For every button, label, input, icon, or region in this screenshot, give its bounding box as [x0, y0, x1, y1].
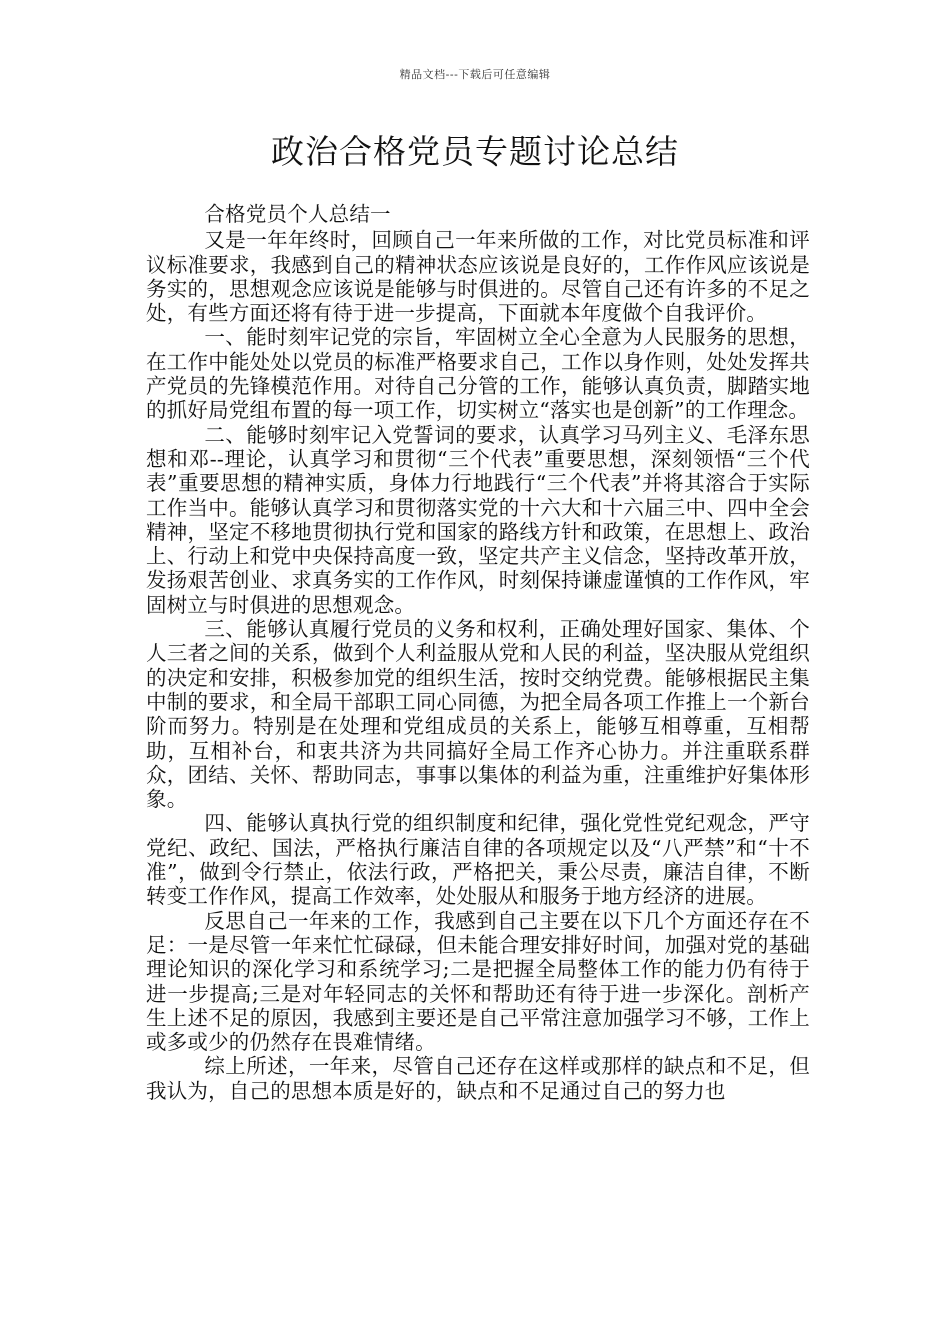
- document-title: 政治合格党员专题讨论总结: [271, 132, 679, 171]
- paragraph-reflection: 反思自己一年来的工作，我感到自己主要在以下几个方面还存在不足：一是尽管一年来忙忙碌碌，但未能合理安排好时间，加强对党的基础理论知识的深化学习和系统学习;二是把握全局整体工作的能力仍有待于进一步提高;三是对年轻同志的关怀和帮助还有待于进一步深化。剖析产生上述不足的原因，我感到主要还是自己平常注意加强学习不够，工作上或多或少的仍然存在畏难情绪。: [146, 908, 810, 1055]
- header-note: 精品文档---下载后可任意编辑: [399, 68, 551, 81]
- paragraph-point-3: 三、能够认真履行党员的义务和权利，正确处理好国家、集体、个人三者之间的关系，做到个人利益服从党和人民的利益，坚决服从党组织的决定和安排，积极参加党的组织生活，按时交纳党费。能够根据民主集中制的要求，和全局干部职工同心同德，为把全局各项工作推上一个新台阶而努力。特别是在处理和党组成员的关系上，能够互相尊重，互相帮助，互相补台，和衷共济为共同搞好全局工作齐心协力。并注重联系群众，团结、关怀、帮助同志，事事以集体的利益为重，注重维护好集体形象。: [146, 617, 810, 812]
- section-subheading: 合格党员个人总结一: [204, 202, 391, 226]
- paragraph-conclusion: 综上所述，一年来，尽管自己还存在这样或那样的缺点和不足，但我认为，自己的思想本质是好的，缺点和不足通过自己的努力也: [146, 1054, 810, 1103]
- paragraph-point-2: 二、能够时刻牢记入党誓词的要求，认真学习马列主义、毛泽东思想和邓--理论，认真学习和贯彻“三个代表”重要思想，深刻领悟“三个代表”重要思想的精神实质，身体力行地践行“三个代表”并将其溶合于实际工作当中。能够认真学习和贯彻落实党的十六大和十六届三中、四中全会精神，坚定不移地贯彻执行党和国家的路线方针和政策，在思想上、政治上、行动上和党中央保持高度一致，坚定共产主义信念，坚持改革开放，发扬艰苦创业、求真务实的工作作风，时刻保持谦虚谨慎的工作作风，牢固树立与时俱进的思想观念。: [146, 422, 810, 617]
- paragraph-point-4: 四、能够认真执行党的组织制度和纪律，强化党性党纪观念，严守党纪、政纪、国法，严格执行廉洁自律的各项规定以及“八严禁”和“十不准”，做到令行禁止，依法行政，严格把关，秉公尽责，廉洁自律，不断转变工作作风，提高工作效率，处处服从和服务于地方经济的进展。: [146, 811, 810, 909]
- document-body: [146, 202, 810, 1103]
- paragraph-intro: 又是一年年终时，回顾自己一年来所做的工作，对比党员标准和评议标准要求，我感到自己的精神状态应该说是良好的，工作作风应该说是务实的，思想观念应该说是能够与时俱进的。尽管自己还有许多的不足之处，有些方面还将有待于进一步提高，下面就本年度做个自我评价。: [146, 228, 810, 326]
- paragraph-point-1: 一、能时刻牢记党的宗旨，牢固树立全心全意为人民服务的思想，在工作中能处处以党员的标准严格要求自己，工作以身作则，处处发挥共产党员的先锋模范作用。对待自己分管的工作，能够认真负责，脚踏实地的抓好局党组布置的每一项工作，切实树立“落实也是创新”的工作理念。: [146, 325, 810, 423]
